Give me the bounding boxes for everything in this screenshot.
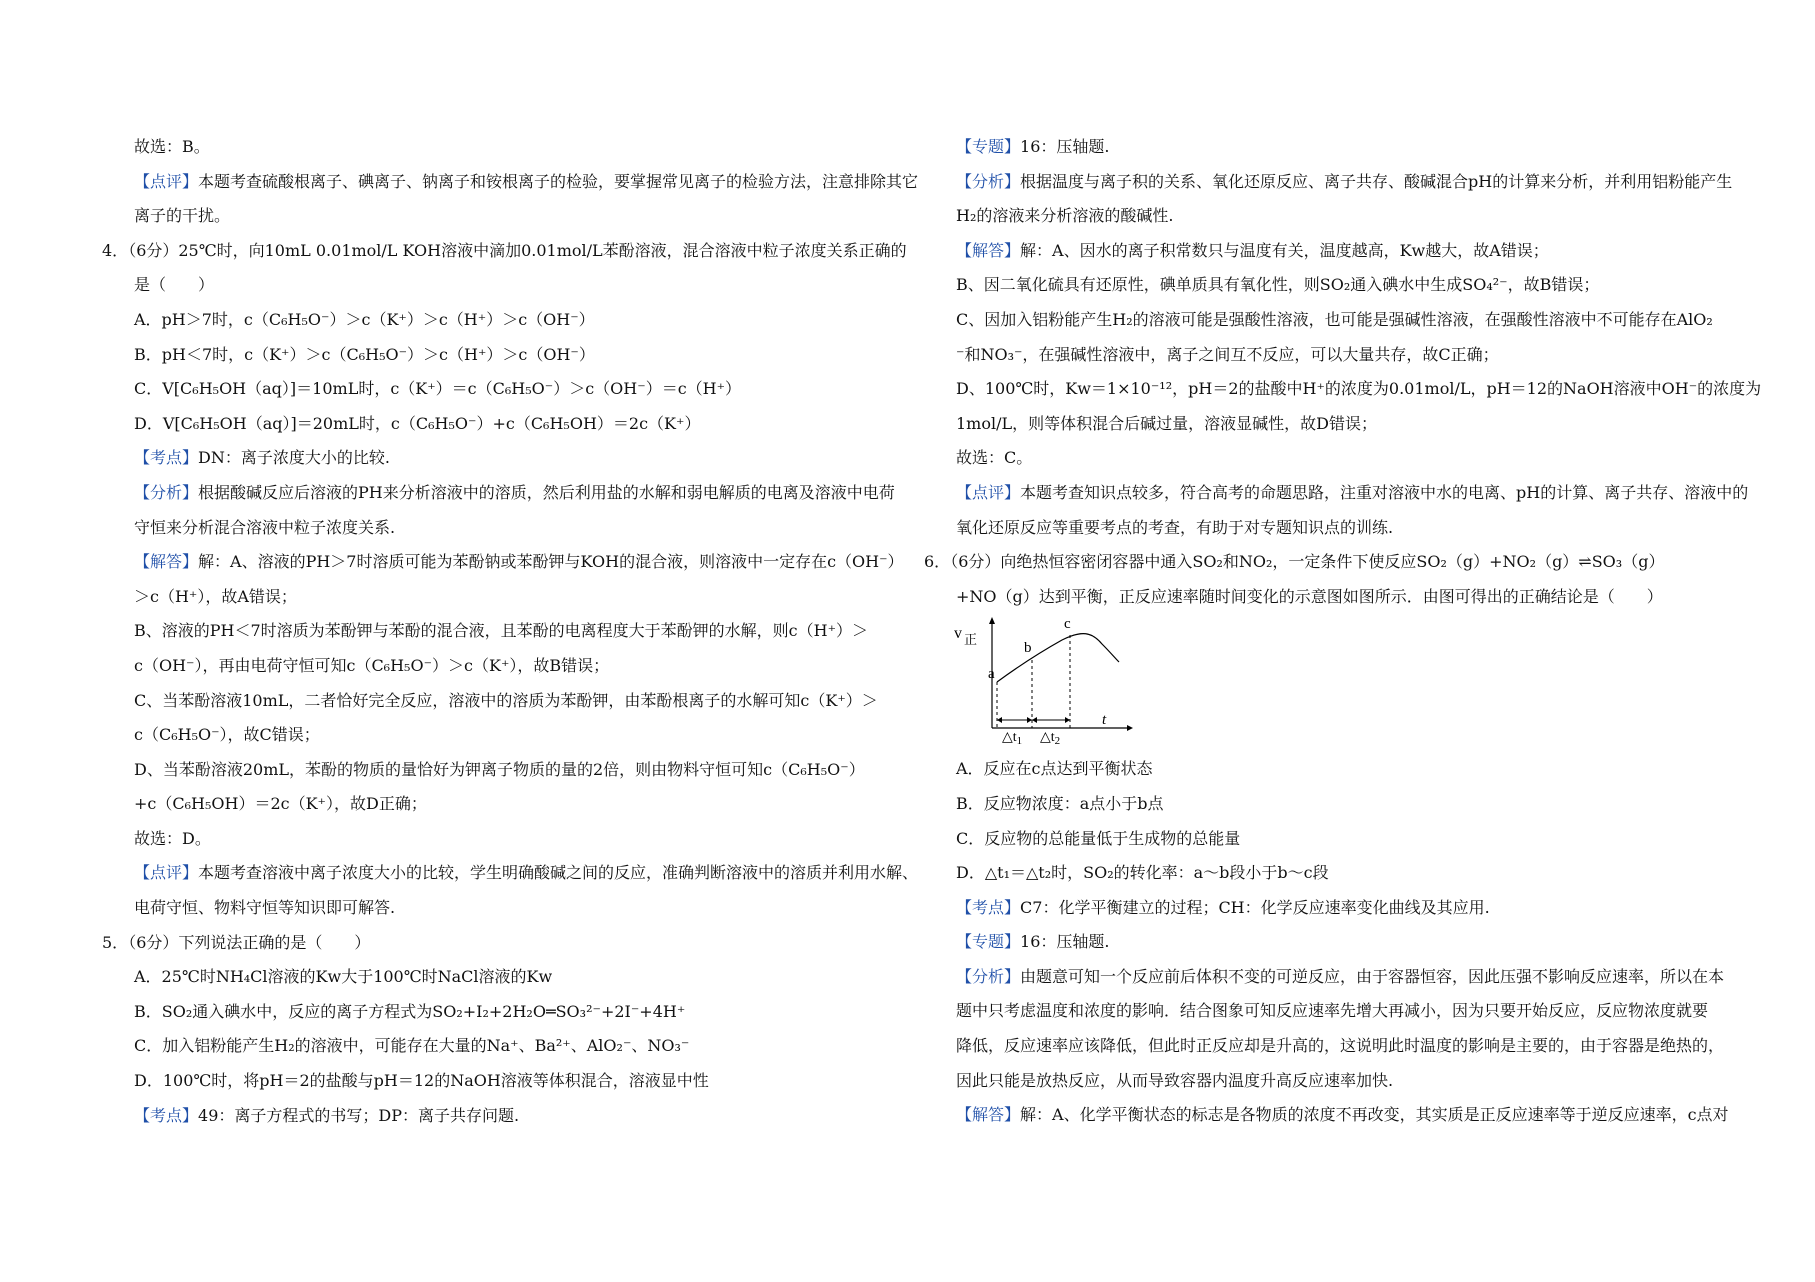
right-column-bottom xyxy=(952,752,1729,1133)
text-line xyxy=(130,165,919,200)
rate-time-figure xyxy=(952,616,1720,748)
text-line xyxy=(130,718,910,753)
line-text: （6分）向绝热恒容密闭容器中通入SO₂和NO₂，一定条件下使反应SO₂（g）+NO₂（g）⇌SO₃（g） xyxy=(950,552,1665,572)
text-line xyxy=(130,372,910,407)
line-text: ⁻和NO₃⁻，在强碱性溶液中，离子之间互不反应，可以大量共存，故C正确； xyxy=(956,344,1499,364)
text-line xyxy=(130,995,910,1030)
section-tag: 【考点】 xyxy=(134,1105,199,1125)
section-tag: 【专题】 xyxy=(956,137,1021,156)
text-line xyxy=(102,926,910,961)
line-text: D．100℃时，将pH＝2的盐酸与pH＝12的NaOH溶液等体积混合，溶液显中性 xyxy=(134,1071,709,1091)
line-text: 1mol/L，则等体积混合后碱过量，溶液显碱性，故D错误； xyxy=(956,413,1377,433)
text-line xyxy=(952,165,1733,200)
line-text: A．25℃时NH₄Cl溶液的Kw大于100℃时NaCl溶液的Kw xyxy=(134,967,553,987)
line-text: 16：压轴题. xyxy=(1020,932,1110,952)
section-tag: 【解答】 xyxy=(956,1105,1021,1125)
point-c-label: c xyxy=(1064,616,1071,633)
section-tag: 【分析】 xyxy=(134,482,199,502)
text-line xyxy=(952,234,1720,269)
text-line xyxy=(130,303,910,338)
section-tag: 【点评】 xyxy=(134,171,199,191)
section-tag: 【解答】 xyxy=(956,240,1021,260)
x-label: t xyxy=(1102,712,1107,729)
text-line xyxy=(952,199,1720,234)
line-text: （6分）25℃时，向10mL 0.01mol/L KOH溶液中滴加0.01mol/L苯酚溶液，混合溶液中粒子浓度关系正确的 xyxy=(128,240,907,260)
text-line xyxy=(952,441,1720,476)
line-text: C．V[C₆H₅OH（aq）]＝10mL时，c（K⁺）＝c（C₆H₅O⁻）＞c（OH⁻）＝c（H⁺） xyxy=(134,379,742,399)
text-line xyxy=(952,1098,1729,1133)
rate-curve xyxy=(997,634,1119,682)
y-label: v xyxy=(954,625,962,643)
line-text: C．加入铝粉能产生H₂的溶液中，可能存在大量的Na⁺、Ba²⁺、AlO₂⁻、NO₃⁻ xyxy=(134,1036,690,1056)
y-axis-arrow xyxy=(989,617,995,624)
text-line xyxy=(952,511,1720,546)
left-column xyxy=(102,130,919,1133)
line-text: 题中只考虑温度和浓度的影响．结合图象可知反应速率先增大再减小，因为只要开始反应，反应物浓度就要 xyxy=(956,1001,1709,1021)
interval1-head-right xyxy=(1027,717,1032,723)
text-line xyxy=(952,925,1720,960)
line-text: A．pH＞7时，c（C₆H₅O⁻）＞c（K⁺）＞c（H⁺）＞c（OH⁻） xyxy=(134,309,595,329)
text-line xyxy=(130,684,910,719)
line-text: 根据酸碱反应后溶液的PH来分析溶液中的溶质，然后利用盐的水解和弱电解质的电离及溶液中电荷 xyxy=(198,482,895,502)
text-line xyxy=(952,580,1720,615)
question-number: 6． xyxy=(924,552,951,572)
text-line xyxy=(102,234,910,269)
text-line xyxy=(130,130,910,165)
text-line xyxy=(952,1064,1720,1099)
text-line xyxy=(952,960,1725,995)
line-text: c（OH⁻），再由电荷守恒可知c（C₆H₅O⁻）＞c（K⁺），故B错误； xyxy=(134,655,610,675)
line-text: C、因加入铝粉能产生H₂的溶液可能是强酸性溶液，也可能是强碱性溶液，在强酸性溶液中不可能存在AlO₂ xyxy=(956,309,1713,329)
line-text: 故选：C。 xyxy=(956,448,1033,468)
line-text: D、当苯酚溶液20mL，苯酚的物质的量恰好为钾离子物质的量的2倍，则由物料守恒可知c（C₆H₅O⁻） xyxy=(134,759,865,779)
text-line xyxy=(130,822,910,857)
line-text: 解：A、溶液的PH＞7时溶质可能为苯酚钠或苯酚钾与KOH的混合液，则溶液中一定存在c（OH⁻） xyxy=(198,552,904,572)
text-line xyxy=(130,476,910,511)
section-tag: 【考点】 xyxy=(956,897,1021,917)
point-b-label: b xyxy=(1024,640,1032,657)
text-line xyxy=(130,960,910,995)
text-line xyxy=(130,1099,910,1134)
line-text: 降低，反应速率应该降低，但此时正反应却是升高的，这说明此时温度的影响是主要的，由于容器是绝热的， xyxy=(956,1036,1725,1056)
text-line xyxy=(130,787,910,822)
text-line xyxy=(130,338,910,373)
question-number: 5． xyxy=(102,932,129,952)
text-line xyxy=(952,303,1720,338)
section-tag: 【考点】 xyxy=(134,448,199,468)
interval2-head-right xyxy=(1065,717,1070,723)
section-tag: 【点评】 xyxy=(134,863,199,883)
line-text: 故选：B。 xyxy=(134,137,210,156)
line-text: 因此只能是放热反应，从而导致容器内温度升高反应速率加快. xyxy=(956,1070,1394,1090)
line-text: H₂的溶液来分析溶液的酸碱性. xyxy=(956,206,1174,226)
line-text: 本题考查硫酸根离子、碘离子、钠离子和铵根离子的检验，要掌握常见离子的检验方法，注意排除其它 xyxy=(198,171,919,191)
point-a-label: a xyxy=(988,666,995,683)
right-column xyxy=(924,130,1762,1133)
line-text: 49：离子方程式的书写；DP：离子共存问题. xyxy=(198,1105,520,1125)
line-text: A．反应在c点达到平衡状态 xyxy=(956,759,1153,779)
text-line xyxy=(130,649,910,684)
line-text: 离子的干扰。 xyxy=(134,206,231,226)
text-line xyxy=(952,476,1749,511)
text-line xyxy=(130,891,910,926)
interval1-label: $\triangle t_1$ xyxy=(1002,730,1023,748)
interval2-head-left xyxy=(1032,717,1037,723)
text-line xyxy=(130,441,910,476)
line-text: C．反应物的总能量低于生成物的总能量 xyxy=(956,828,1241,848)
line-text: 由题意可知一个反应前后体积不变的可逆反应，由于容器恒容，因此压强不影响反应速率，所以在本 xyxy=(1020,966,1725,986)
text-line xyxy=(952,822,1720,857)
line-text: 氧化还原反应等重要考点的考查，有助于对专题知识点的训练. xyxy=(956,517,1394,537)
text-line xyxy=(130,199,910,234)
text-line xyxy=(952,1029,1725,1064)
section-tag: 【分析】 xyxy=(956,171,1021,191)
text-line xyxy=(130,545,910,580)
line-text: D．V[C₆H₅OH（aq）]＝20mL时，c（C₆H₅O⁻）+c（C₆H₅OH）＝2c（K⁺） xyxy=(134,413,701,433)
line-text: 守恒来分析混合溶液中粒子浓度关系. xyxy=(134,517,396,537)
text-line xyxy=(952,268,1720,303)
section-tag: 【解答】 xyxy=(134,552,199,572)
text-line xyxy=(952,130,1720,165)
line-text: 本题考查溶液中离子浓度大小的比较，学生明确酸碱之间的反应，准确判断溶液中的溶质并利用水解、 xyxy=(198,863,919,883)
line-text: C、当苯酚溶液10mL，二者恰好完全反应，溶液中的溶质为苯酚钾，由苯酚根离子的水解可知c（K⁺）＞ xyxy=(134,690,878,710)
right-column-top xyxy=(924,130,1762,614)
x-axis-arrow xyxy=(1127,725,1133,731)
section-tag: 【专题】 xyxy=(956,932,1021,952)
line-text: 解：A、因水的离子积常数只与温度有关，温度越高，Kw越大，故A错误； xyxy=(1020,240,1549,260)
text-line xyxy=(130,407,910,442)
line-text: B．pH＜7时，c（K⁺）＞c（C₆H₅O⁻）＞c（H⁺）＞c（OH⁻） xyxy=(134,344,595,364)
line-text: 根据温度与离子积的关系、氧化还原反应、离子共存、酸碱混合pH的计算来分析，并利用铝粉能产生 xyxy=(1020,171,1733,191)
section-tag: 【点评】 xyxy=(956,482,1021,502)
y-sub-label: 正 xyxy=(964,632,978,648)
line-text: B、因二氧化硫具有还原性，碘单质具有氧化性，则SO₂通入碘水中生成SO₄²⁻，故B错误； xyxy=(956,275,1600,295)
text-line xyxy=(952,891,1720,926)
text-line xyxy=(130,1064,910,1099)
line-text: 故选：D。 xyxy=(134,828,211,848)
line-text: B．SO₂通入碘水中，反应的离子方程式为SO₂+I₂+2H₂O═SO₃²⁻+2I⁻+4H⁺ xyxy=(134,1001,686,1021)
line-text: +c（C₆H₅OH）＝2c（K⁺），故D正确； xyxy=(134,794,427,814)
line-text: （6分）下列说法正确的是（ ） xyxy=(128,932,371,952)
section-tag: 【分析】 xyxy=(956,966,1021,986)
line-text: 本题考查知识点较多，符合高考的命题思路，注重对溶液中水的电离、pH的计算、离子共存、溶液中的 xyxy=(1020,482,1749,502)
text-line xyxy=(924,545,1720,580)
line-text: +NO（g）达到平衡，正反应速率随时间变化的示意图如图所示．由图可得出的正确结论是（ ） xyxy=(956,586,1663,606)
text-line xyxy=(130,753,910,788)
rate-time-graph xyxy=(952,616,1132,748)
line-text: D、100℃时，Kw＝1×10⁻¹²，pH＝2的盐酸中H⁺的浓度为0.01mol/L，pH＝12的NaOH溶液中OH⁻的浓度为 xyxy=(956,379,1762,399)
line-text: 解：A、化学平衡状态的标志是各物质的浓度不再改变，其实质是正反应速率等于逆反应速率，c点对 xyxy=(1020,1105,1729,1125)
line-text: ＞c（H⁺），故A错误； xyxy=(134,586,297,606)
text-line xyxy=(952,752,1720,787)
text-line xyxy=(952,856,1720,891)
line-text: C7：化学平衡建立的过程；CH：化学反应速率变化曲线及其应用. xyxy=(1020,897,1490,917)
line-text: B．反应物浓度：a点小于b点 xyxy=(956,793,1164,813)
text-line xyxy=(130,614,910,649)
text-line xyxy=(130,268,910,303)
line-text: c（C₆H₅O⁻），故C错误； xyxy=(134,725,320,745)
line-text: 电荷守恒、物料守恒等知识即可解答. xyxy=(134,898,396,918)
question-number: 4． xyxy=(102,240,129,260)
text-line xyxy=(952,338,1720,373)
text-line xyxy=(130,511,910,546)
interval2-label: $\triangle t_2$ xyxy=(1040,730,1061,748)
interval1-head-left xyxy=(997,717,1002,723)
line-text: 16：压轴题. xyxy=(1020,137,1110,156)
text-line xyxy=(130,856,919,891)
line-text: DN：离子浓度大小的比较. xyxy=(198,448,390,468)
text-line xyxy=(130,1029,910,1064)
line-text: 是（ ） xyxy=(134,275,215,295)
line-text: B、溶液的PH＜7时溶质为苯酚钾与苯酚的混合液，且苯酚的电离程度大于苯酚钾的水解，则c（H⁺）＞ xyxy=(134,621,869,641)
line-text: D．△t₁＝△t₂时，SO₂的转化率：a～b段小于b～c段 xyxy=(956,863,1329,883)
text-line xyxy=(952,787,1720,822)
text-line xyxy=(952,372,1762,407)
text-line xyxy=(952,994,1720,1029)
text-line xyxy=(952,407,1720,442)
text-line xyxy=(130,580,910,615)
